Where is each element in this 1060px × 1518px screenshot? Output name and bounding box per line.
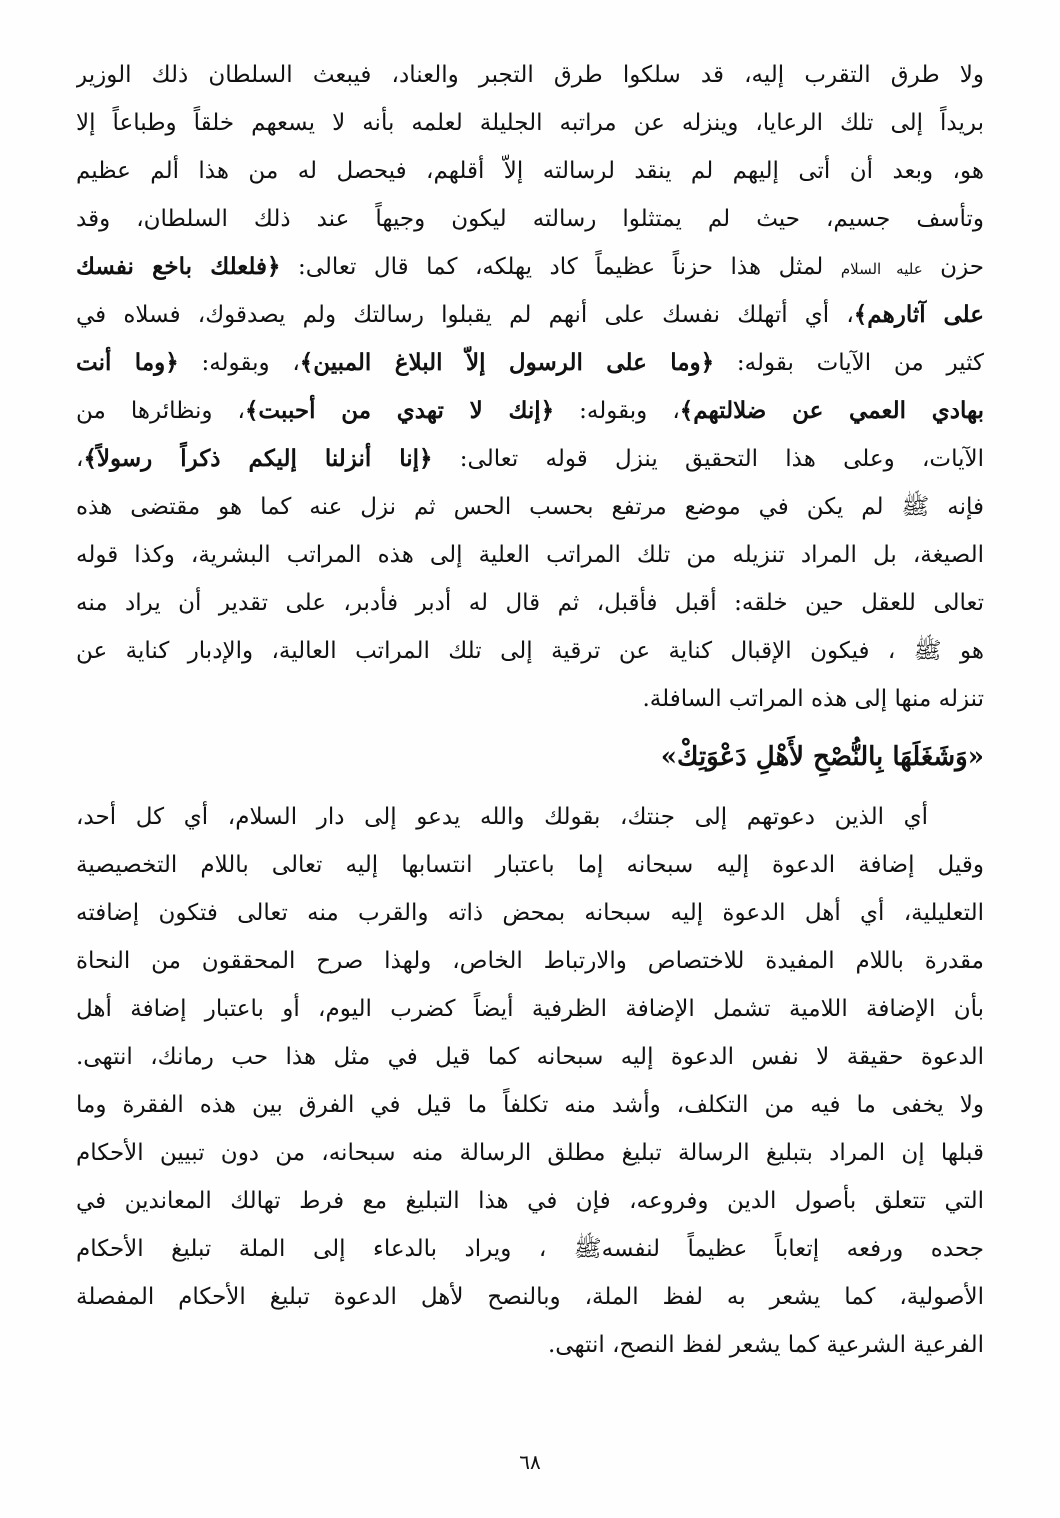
- paragraph-commentary: [76, 793, 984, 1369]
- text-line: بريداً إلى تلك الرعايا، وينزله عن مراتبه الجليلة لعلمه بأنه لا يسعهم خلقاً وطباعاً إلا: [76, 110, 984, 136]
- honorific-salawat-icon: ﷺ: [901, 494, 930, 520]
- text-line: الصيغة، بل المراد تنزيله من تلك المراتب العلية إلى هذه المراتب البشرية، وكذا قوله: [76, 542, 984, 568]
- text-line: التعليلية، أي أهل الدعوة إليه سبحانه بمحض ذاته والقرب منه تعالى فتكون إضافته: [76, 900, 984, 926]
- text-line: [76, 291, 984, 339]
- text-span: ، وبقوله:: [554, 398, 680, 424]
- text-span: ،: [76, 446, 84, 472]
- text-span: ، ويراد بالدعاء إلى الملة تبليغ الأحكام: [76, 1236, 574, 1262]
- text-line: [76, 627, 984, 675]
- honorific-salawat-icon: ﷺ: [573, 1236, 602, 1262]
- text-line: تعالى للعقل حين خلقه: أقبل فأقبل، ثم قال له أدبر فأدبر، على تقدير أن يراد منه: [76, 590, 984, 616]
- text-line: تنزله منها إلى هذه المراتب السافلة.: [642, 686, 984, 712]
- text-line: ولا طرق التقرب إليه، قد سلكوا طرق التجبر والعناد، فيبعث السلطان ذلك الوزير: [76, 62, 984, 88]
- text-line: وقيل إضافة الدعوة إليه سبحانه إما باعتبار انتسابها إليه تعالى باللام التخصيصية: [76, 852, 984, 878]
- section-heading: «وَشَغَلَهَا بِالنُّصْحِ لأَهْلِ دَعْوَتِكْ»: [660, 742, 984, 772]
- text-line: [76, 1225, 984, 1273]
- text-line: الفرعية الشرعية كما يشعر لفظ النصح، انتهى.: [548, 1332, 984, 1358]
- text-line: [76, 243, 984, 291]
- text-span: جحده ورفعه إتعاباً عظيماً لنفسه: [601, 1236, 984, 1262]
- quran-verse: ﴿وما على الرسول إلاّ البلاغ المبين﴾: [299, 349, 715, 376]
- text-line: الدعوة حقيقة لا نفس الدعوة إليه سبحانه كما قيل في مثل هذا حب رمانك، انتهى.: [76, 1044, 984, 1070]
- quran-verse: ﴿إنا أنزلنا إليكم ذكراً رسولاً﴾: [83, 445, 433, 472]
- honorific-alayhi-salam-icon: عليه السلام: [840, 260, 923, 278]
- text-line: الأصولية، كما يشعر به لفظ الملة، وبالنصح لأهل الدعوة تبليغ الأحكام المفصلة: [76, 1284, 984, 1310]
- text-span: ، ونظائرها من: [76, 398, 245, 424]
- text-span: الآيات، وعلى هذا التحقيق ينزل قوله تعالى:: [432, 446, 984, 472]
- text-span: حزن: [922, 254, 984, 280]
- quran-verse: ﴿إنك لا تهدي من أحببت﴾: [244, 397, 555, 424]
- text-line: قبلها إن المراد بتبليغ الرسالة تبليغ مطلق الرسالة منه سبحانه، من دون تبيين الأحكام: [76, 1140, 984, 1166]
- text-span: ، فيكون الإقبال كناية عن ترقية إلى تلك المراتب العالية، والإدبار كناية عن: [76, 638, 914, 664]
- text-span: ، أي أتهلك نفسك على أنهم لم يقبلوا رسالتك ولم يصدقوك، فسلاه في: [76, 302, 854, 328]
- text-line: مقدرة باللام المفيدة للاختصاص والارتباط الخاص، ولهذا صرح المحققون من النحاة: [76, 948, 984, 974]
- text-line: [76, 435, 984, 483]
- text-line: بأن الإضافة اللامية تشمل الإضافة الظرفية أيضاً كضرب اليوم، أو باعتبار إضافة أهل: [76, 996, 984, 1022]
- text-line: [76, 339, 984, 387]
- text-line: هو، وبعد أن أتى إليهم لم ينقد لرسالته إلاّ أقلهم، فيحصل له من هذا ألم عظيم: [76, 158, 984, 184]
- text-line: وتأسف جسيم، حيث لم يمتثلوا رسالته ليكون وجيهاً عند ذلك السلطان، وقد: [76, 206, 984, 232]
- quran-verse: على آثارهم﴾: [853, 301, 984, 328]
- text-span: لم يكن في موضع مرتفع بحسب الحس ثم نزل عنه كما هو مقتضى هذه: [76, 494, 902, 520]
- quran-verse: ﴿فلعلك باخع نفسك: [76, 253, 281, 280]
- text-line: [76, 387, 984, 435]
- text-span: كثير من الآيات بقوله:: [714, 350, 984, 376]
- text-span: هو: [941, 638, 984, 664]
- page-number: ٦٨: [519, 1450, 541, 1474]
- paragraph-continued: [76, 51, 984, 723]
- text-span: فإنه: [929, 494, 984, 520]
- text-span: لمثل هذا حزناً عظيماً كاد يهلكه، كما قال تعالى:: [280, 254, 841, 280]
- text-line: ولا يخفى ما فيه من التكلف، وأشد منه تكلفاً ما قيل في الفرق بين هذه الفقرة وما: [76, 1092, 984, 1118]
- honorific-salawat-icon: ﷺ: [913, 638, 942, 664]
- text-span: ، وبقوله:: [178, 350, 300, 376]
- text-line: التي تتعلق بأصول الدين وفروعه، فإن في هذا التبليغ مع فرط تهالك المعاندين في: [76, 1188, 984, 1214]
- quran-verse: ﴿وما أنت: [76, 349, 179, 376]
- quran-verse: بهادي العمي عن ضلالتهم﴾: [679, 397, 984, 424]
- text-line: أي الذين دعوتهم إلى جنتك، بقولك والله يدعو إلى دار السلام، أي كل أحد،: [76, 804, 928, 830]
- text-line: [76, 483, 984, 531]
